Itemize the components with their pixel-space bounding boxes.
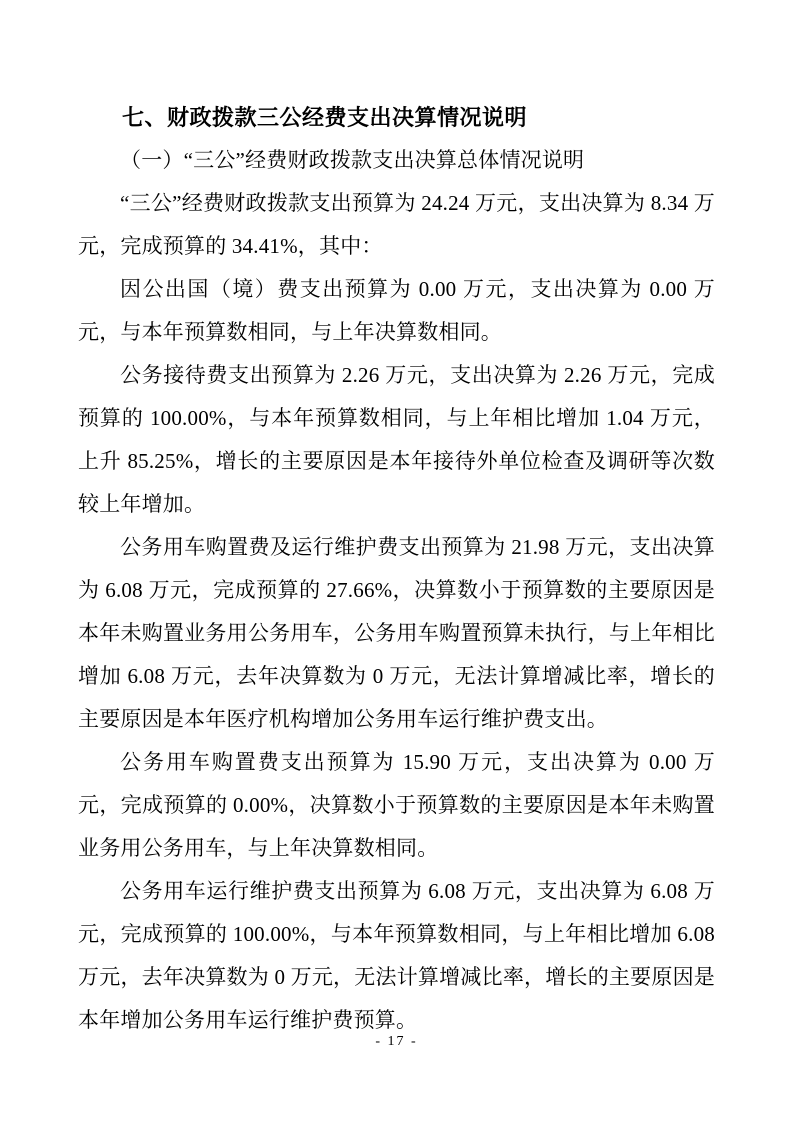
paragraph-official-reception: 公务接待费支出预算为 2.26 万元，支出决算为 2.26 万元，完成预算的 100.00%，与本年预算数相同，与上年相比增加 1.04 万元，上升 85.25%，增长的主要原因是本年接待外单位检查及调研等次数较上年增加。 (78, 363, 715, 516)
paragraph-vehicle-purchase: 公务用车购置费支出预算为 15.90 万元，支出决算为 0.00 万元，完成预算的 0.00%，决算数小于预算数的主要原因是本年未购置业务用公务用车，与上年决算数相同。 (78, 750, 715, 860)
paragraph-vehicle-maintenance: 公务用车运行维护费支出预算为 6.08 万元，支出决算为 6.08 万元，完成预算的 100.00%，与本年预算数相同，与上年相比增加 6.08 万元，去年决算数为 0 万元，无法计算增减比率，增长的主要原因是本年增加公务用车运行维护费预算。 (78, 879, 715, 1032)
paragraph-overall-summary: “三公”经费财政拨款支出预算为 24.24 万元，支出决算为 8.34 万元，完成预算的 34.41%，其中： (78, 191, 715, 258)
paragraph-overseas-travel: 因公出国（境）费支出预算为 0.00 万元，支出决算为 0.00 万元，与本年预算数相同，与上年决算数相同。 (78, 277, 715, 344)
document-body (78, 96, 715, 1042)
paragraph-subsection-title: （一）“三公”经费财政拨款支出决算总体情况说明 (120, 148, 585, 172)
section-heading: 七、财政拨款三公经费支出决算情况说明 (122, 105, 528, 130)
page-number: - 17 - (375, 1034, 418, 1049)
paragraph-vehicle-purchase-and-maintenance: 公务用车购置费及运行维护费支出预算为 21.98 万元，支出决算为 6.08 万元，完成预算的 27.66%，决算数小于预算数的主要原因是本年未购置业务用公务用车，公务用车购置预算未执行，与上年相比增加 6.08 万元，去年决算数为 0 万元，无法计算增减比率，增长的主要原因是本年医疗机构增加公务用车运行维护费支出。 (78, 535, 715, 731)
